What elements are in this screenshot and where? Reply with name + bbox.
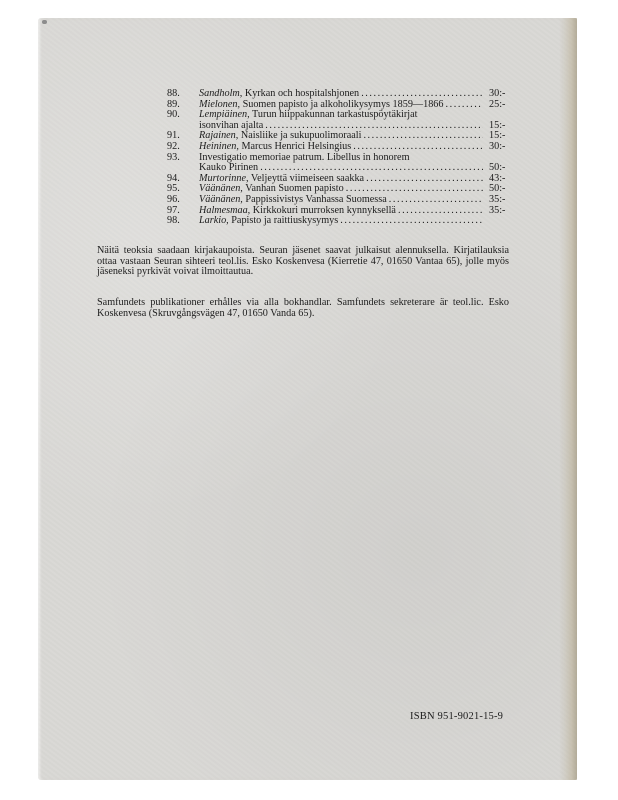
list-item xyxy=(167,184,513,195)
swedish-paragraph xyxy=(97,298,509,319)
dot-leader xyxy=(359,89,483,99)
item-title-text: Kirkkokuri murroksen kynnyksellä xyxy=(252,205,396,216)
item-number: 93. xyxy=(167,151,180,163)
dot-leader xyxy=(387,195,483,205)
item-author: Halmesmaa, xyxy=(199,205,251,216)
item-price: 25:- xyxy=(489,98,506,110)
item-number: 89. xyxy=(167,98,180,110)
item-title xyxy=(199,131,483,142)
publication-list xyxy=(167,89,513,227)
item-number: 92. xyxy=(167,140,180,152)
item-author: Sandholm, xyxy=(199,89,243,99)
item-author: Heininen, xyxy=(199,141,239,152)
book-back-cover xyxy=(38,18,577,780)
item-title xyxy=(199,195,483,206)
item-title-text: isonvihan ajalta xyxy=(199,120,264,131)
item-title-text: Papisto ja raittiuskysymys xyxy=(231,216,339,227)
swedish-text: Samfundets publikationer erhålles via alla bokhandlar. Samfundets sekreterare är teol.lic. Esko Koskenvesa (Skruvgångsvägen 47, 01650 Vanda 65). xyxy=(97,297,509,319)
item-title-text: Marcus Henrici Helsingius xyxy=(241,141,352,152)
item-title-text: Vanhan Suomen papisto xyxy=(245,184,344,195)
item-number: 90. xyxy=(167,109,180,121)
item-price: 43:- xyxy=(489,172,506,184)
dot-leader xyxy=(351,142,483,152)
item-author: Murtorinne, xyxy=(199,173,249,184)
item-price: 35:- xyxy=(489,204,506,216)
item-title xyxy=(199,100,483,111)
item-title-text: Suomen papisto ja alkoholikysymys 1859—1866 xyxy=(242,99,444,110)
item-title xyxy=(199,216,483,227)
item-number: 98. xyxy=(167,215,180,227)
item-price: 35:- xyxy=(489,193,506,205)
item-title-text: Naisliike ja sukupuolimoraali xyxy=(240,131,362,142)
item-author: Väänänen, xyxy=(199,194,243,205)
item-title xyxy=(199,163,483,174)
finnish-paragraph xyxy=(97,246,509,278)
item-author: Lempiäinen, xyxy=(199,110,250,121)
item-number: 95. xyxy=(167,183,180,195)
list-item xyxy=(167,100,513,111)
item-title-text: Pappissivistys Vanhassa Suomessa xyxy=(245,194,387,205)
list-item xyxy=(167,131,513,142)
dot-leader xyxy=(344,184,483,194)
item-title-text: Kyrkan och hospitalshjonen xyxy=(244,89,360,99)
item-author: Mielonen, xyxy=(199,99,241,110)
page-edge xyxy=(559,18,577,780)
dot-leader xyxy=(396,206,483,216)
list-item xyxy=(167,216,513,227)
dot-leader xyxy=(361,131,483,141)
dot-leader xyxy=(263,121,483,131)
list-item xyxy=(167,206,513,217)
item-number: 91. xyxy=(167,130,180,142)
item-price: 30:- xyxy=(489,140,506,152)
list-item xyxy=(167,110,513,121)
item-title xyxy=(199,153,483,164)
corner-mark xyxy=(42,20,47,24)
item-number: 97. xyxy=(167,204,180,216)
item-title xyxy=(199,142,483,153)
list-item xyxy=(167,153,513,164)
item-number: 88. xyxy=(167,88,180,99)
dot-leader xyxy=(444,100,484,110)
dot-leader xyxy=(338,216,483,226)
item-title xyxy=(199,89,483,100)
finnish-text: Näitä teoksia saadaan kirjakaupoista. Seuran jäsenet saavat julkaisut alennuksella. Kirjatilauksia ottaa vastaan Seuran sihteeri teol.lis. Esko Koskenvesa (Kierretie 47, 01650 Vantaa 65), jolle myös jäseneksi pyrkivät voivat ilmoittautua. xyxy=(97,245,509,278)
dot-leader xyxy=(364,174,483,184)
item-price: 15:- xyxy=(489,119,506,131)
item-author: Väänänen, xyxy=(199,184,243,195)
item-number: 94. xyxy=(167,172,180,184)
list-item xyxy=(167,195,513,206)
item-price: 15:- xyxy=(489,130,506,142)
list-item xyxy=(167,89,513,100)
item-price: 50:- xyxy=(489,162,506,174)
item-number: 96. xyxy=(167,193,180,205)
item-title xyxy=(199,184,483,195)
list-item xyxy=(167,174,513,185)
item-title-text: Veljeyttä viimeiseen saakka xyxy=(250,173,365,184)
list-item xyxy=(167,121,513,132)
item-title xyxy=(199,174,483,185)
dot-leader xyxy=(258,163,483,173)
item-author: Rajainen, xyxy=(199,131,239,142)
item-title-text: Kauko Pirinen xyxy=(199,163,259,174)
list-item xyxy=(167,163,513,174)
isbn-label: ISBN 951-9021-15-9 xyxy=(410,711,504,722)
item-title xyxy=(199,110,483,121)
item-title xyxy=(199,206,483,217)
list-item xyxy=(167,142,513,153)
item-title xyxy=(199,121,483,132)
item-price: 30:- xyxy=(489,88,506,99)
item-author: Larkio, xyxy=(199,216,229,227)
item-title-text: Investigatio memoriae patrum. Libellus in honorem xyxy=(199,152,410,163)
item-price: 50:- xyxy=(489,183,506,195)
item-title-text: Turun hiippakunnan tarkastuspöytäkirjat xyxy=(252,110,418,121)
